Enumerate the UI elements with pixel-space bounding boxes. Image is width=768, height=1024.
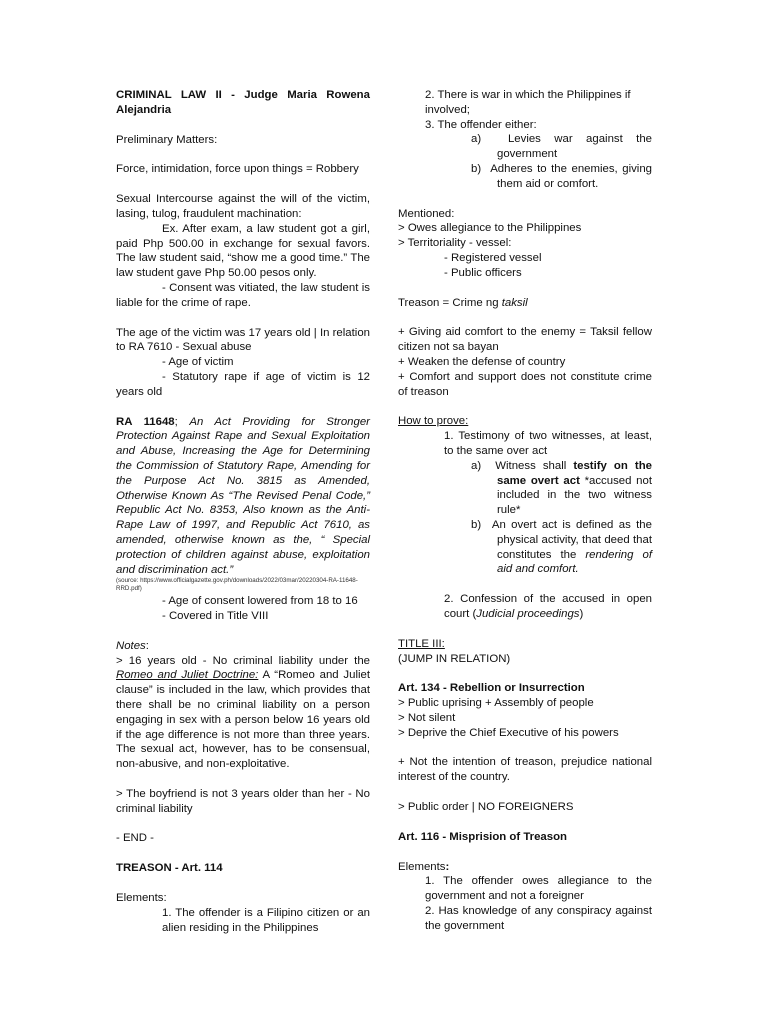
jump-in-relation: (JUMP IN RELATION) — [398, 652, 511, 665]
document-title: CRIMINAL LAW II - Judge Maria Rowena Alejandria — [116, 89, 370, 116]
treason-element-3: 3. The offender either: — [425, 118, 537, 131]
witness-item-b: b) An overt act is defined as the physical activity, that deed that constitutes the rendering of aid and comfort. — [471, 518, 652, 576]
doctrine-name: Romeo and Juliet Doctrine: — [116, 669, 259, 682]
age-of-consent-item: - Age of consent lowered from 18 to 16 — [162, 595, 358, 608]
deprive-line: > Deprive the Chief Executive of his powers — [398, 726, 619, 739]
elements-heading: Elements: — [116, 892, 167, 905]
giving-aid-line: + Giving aid comfort to the enemy = Taksil fellow citizen not sa bayan — [398, 326, 652, 354]
consent-paragraph: - Consent was vitiated, the law student is liable for the crime of rape. — [116, 281, 370, 309]
misprision-element-1: 1. The offender owes allegiance to the government and not a foreigner — [425, 875, 652, 903]
treason-element-2: 2. There is war in which the Philippines if involved; — [425, 89, 631, 116]
elements-heading-2: Elements: — [398, 860, 450, 873]
title-iii-heading: TITLE III: — [398, 637, 445, 650]
weaken-defense-line: + Weaken the defense of country — [398, 355, 566, 368]
statutory-rape-item: - Statutory rape if age of victim is 12 years old — [116, 370, 370, 398]
notes-heading: Notes: — [116, 639, 149, 652]
not-silent-line: > Not silent — [398, 711, 456, 724]
not-intention-line: + Not the intention of treason, prejudice national interest of the country. — [398, 756, 652, 784]
treason-element-1: 1. The offender is a Filipino citizen or an alien residing in the Philippines — [162, 906, 370, 934]
robbery-line: Force, intimidation, force upon things = Robbery — [116, 163, 359, 176]
boyfriend-note: > The boyfriend is not 3 years older than her - No criminal liability — [116, 787, 370, 815]
testimony-item: 1. Testimony of two witnesses, at least, to the same over act — [444, 430, 652, 457]
sexual-intercourse-line: Sexual Intercourse against the will of the victim, lasing, tulog, fraudulent machination: — [116, 193, 370, 220]
public-order-line: > Public order | NO FOREIGNERS — [398, 801, 574, 814]
witness-item-a: a) Witness shall testify on the same overt act *accused not included in the two witness rule* — [471, 459, 652, 517]
territoriality-line: > Territoriality - vessel: — [398, 237, 512, 250]
comfort-support-line: + Comfort and support does not constitute crime of treason — [398, 370, 652, 398]
left-column — [116, 88, 370, 935]
art-116-heading: Art. 116 - Misprision of Treason — [398, 830, 568, 843]
treason-element-3b: b) Adheres to the enemies, giving them aid or comfort. — [471, 162, 652, 190]
registered-vessel-item: - Registered vessel — [444, 251, 542, 264]
treason-heading: TREASON - Art. 114 — [116, 862, 223, 875]
end-marker: - END - — [116, 832, 154, 845]
how-to-prove-heading: How to prove: — [398, 415, 469, 428]
ra-title: An Act Providing for Stronger Protection Against Rape and Sexual Exploitation and Abuse, Increasing the Age for Determining the Commission of Statutory Rape, Amending for the Purpose Act No. 3815 as Amended, Otherwise Known As “The Revised Penal Code,” Republic Act No. 8353, Also known as the Anti-Rape Law of 1997, and Republic Act 7610, as amended, otherwise known as the, “ Special protection of children against abuse, exploitation and discrimination act.” — [116, 415, 370, 576]
confession-item: 2. Confession of the accused in open court (Judicial proceedings) — [444, 593, 652, 620]
romeo-juliet-note: > 16 years old - No criminal liability under the Romeo and Juliet Doctrine: A “Romeo and Juliet clause” is included in the law, which provides that there shall be no criminal liability on a person engaging in sex with a person below 16 years old if the age difference is not more than three years. The sexual act, however, has to be consensual, non-abusive, and non-exploitative. — [116, 654, 371, 771]
preliminary-heading: Preliminary Matters: — [116, 133, 218, 146]
mentioned-heading: Mentioned: — [398, 207, 455, 220]
age-of-victim-item: - Age of victim — [162, 356, 234, 369]
owes-allegiance-line: > Owes allegiance to the Philippines — [398, 222, 582, 235]
covered-title-item: - Covered in Title VIII — [162, 609, 269, 622]
ra-number: RA 11648 — [116, 415, 175, 428]
misprision-element-2: 2. Has knowledge of any conspiracy against the government — [425, 905, 652, 932]
treason-element-3a: a) Levies war against the government — [471, 133, 652, 161]
example-paragraph: Ex. After exam, a law student got a girl, paid Php 500.00 in exchange for sexual favors. The law student said, “show me a good time.” The law student gave Php 50.00 pesos only. — [116, 222, 370, 280]
public-officers-item: - Public officers — [444, 266, 522, 279]
art-134-heading: Art. 134 - Rebellion or Insurrection — [398, 682, 585, 695]
right-column — [398, 88, 652, 934]
treason-taksil-line: Treason = Crime ng taksil — [398, 296, 528, 309]
age-of-victim-paragraph: The age of the victim was 17 years old | In relation to RA 7610 - Sexual abuse — [116, 326, 370, 354]
public-uprising-line: > Public uprising + Assembly of people — [398, 697, 594, 710]
ra-11648-paragraph: RA 11648; An Act Providing for Stronger Protection Against Rape and Sexual Exploitation and Abuse, Increasing the Age for Determining the Commission of Statutory Rape, Amending for the Purpose Act No. 3815 as Amended, Otherwise Known As “The Revised Penal Code,” Republic Act No. 8353, Also known as the Anti-Rape Law of 1997, and Republic Act 7610, as amended, otherwise known as the, “ Special protection of children against abuse, exploitation and discrimination act.” — [116, 415, 370, 576]
source-citation: (source: https://www.officialgazette.gov.ph/downloads/2022/03mar/20220304-RA-11648-RRD.pdf) — [116, 577, 358, 592]
